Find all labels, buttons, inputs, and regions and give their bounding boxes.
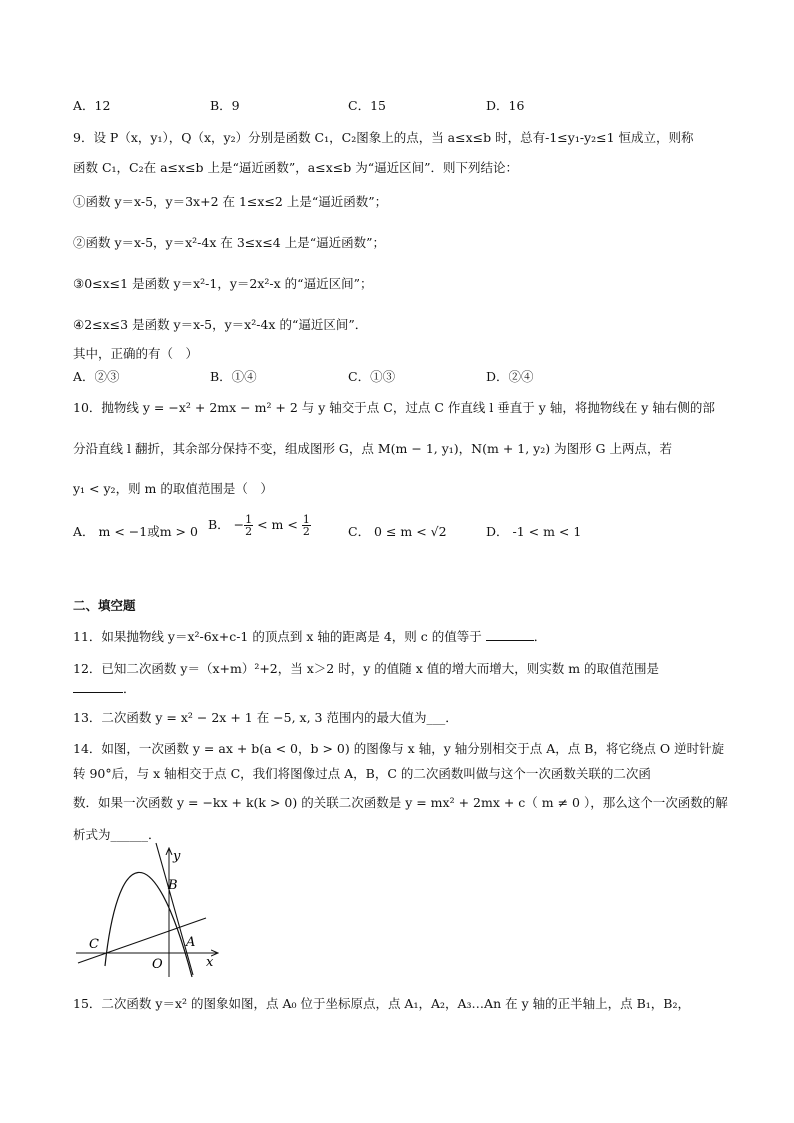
q14-figure <box>72 842 232 982</box>
q9-question: 其中，正确的有（ ） <box>73 346 199 361</box>
q9-option-a: A．②③ <box>73 369 120 384</box>
x-axis-label: x <box>206 955 214 970</box>
q9-stem-line2: 函数 C₁，C₂在 a≤x≤b 上是“逼近函数”，a≤x≤b 为“逼近区间”．则下列结论： <box>73 160 519 175</box>
fraction-denominator: 2 <box>302 525 310 538</box>
fraction <box>244 514 253 537</box>
q11-stem: 11．如果抛物线 y＝x²-6x+c-1 的顶点到 x 轴的距离是 4，则 c 的值等于 <box>73 629 482 644</box>
q14-stem-line3: 数．如果一次函数 y = −kx + k(k > 0) 的关联二次函数是 y = mx² + 2mx + c（ m ≠ 0 ），那么这个一次函数的解 <box>73 795 728 810</box>
q12-stem: 12．已知二次函数 y＝（x+m）²+2，当 x＞2 时，y 的值随 x 值的增大而增大，则实数 m 的取值范围是 <box>73 661 660 676</box>
q9-option-b: B．①④ <box>210 369 257 384</box>
fraction-numerator: 1 <box>245 513 253 526</box>
q8-option-b: B．9 <box>210 98 240 113</box>
q8-option-a: A．12 <box>73 98 111 113</box>
q10-option-d: D． -1 < m < 1 <box>486 524 582 539</box>
q15-stem-line1: 15．二次函数 y＝x² 的图象如图，点 A₀ 位于坐标原点，点 A₁，A₂，A₃…An 在 y 轴的正半轴上，点 B₁，B₂， <box>73 996 690 1011</box>
point-c-label: C <box>89 937 99 952</box>
q9-statement-2: ②函数 y＝x-5，y＝x²-4x 在 3≤x≤4 上是“逼近函数”； <box>73 235 385 250</box>
q9-option-c: C．①③ <box>348 369 396 384</box>
q14-stem-line2: 转 90°后，与 x 轴相交于点 C，我们将图像过点 A，B，C 的二次函数叫做与这个一次函数关联的二次函 <box>73 766 651 781</box>
q9-stem-line1: 9．设 P（x，y₁），Q（x，y₂）分别是函数 C₁，C₂图象上的点，当 a≤x≤b 时，总有-1≤y₁-y₂≤1 恒成立，则称 <box>73 130 694 145</box>
q14-stem-line4: 析式为______． <box>73 827 161 842</box>
answer-blank <box>73 680 123 693</box>
q10-option-c: C． 0 ≤ m < √2 <box>348 524 447 539</box>
q11-end: ． <box>533 629 547 644</box>
q10-option-b <box>208 514 311 537</box>
origin-label: O <box>152 957 163 972</box>
y-axis-label: y <box>173 849 181 864</box>
q11-text <box>73 628 546 646</box>
q9-statement-1: ①函数 y＝x-5，y＝3x+2 在 1≤x≤2 上是“逼近函数”； <box>73 194 388 209</box>
q10-option-b-prefix: B． − <box>208 517 245 532</box>
fraction-numerator: 1 <box>302 513 310 526</box>
q13-text: 13．二次函数 y = x² − 2x + 1 在 −5, x, 3 范围内的最大值为___． <box>73 710 458 725</box>
answer-blank <box>486 628 534 641</box>
fraction-denominator: 2 <box>245 525 253 538</box>
q14-stem-line1: 14．如图，一次函数 y = ax + b(a < 0，b > 0) 的图像与 x 轴，y 轴分别相交于点 A，点 B，将它绕点 O 逆时针旋 <box>73 741 725 756</box>
q10-option-b-middle: < m < <box>253 517 302 532</box>
q8-option-c: C．15 <box>348 98 386 113</box>
q12-answer-line <box>73 680 136 698</box>
q10-stem-line2: 分沿直线 l 翻折，其余部分保持不变，组成图形 G，点 M(m − 1, y₁)，N(m + 1, y₂) 为图形 G 上两点，若 <box>73 441 673 456</box>
q9-option-d: D．②④ <box>486 369 534 384</box>
point-b-label: B <box>168 878 178 893</box>
q10-stem-line3: y₁ < y₂，则 m 的取值范围是（ ） <box>73 481 273 496</box>
fraction <box>302 514 311 537</box>
section-title: 二、填空题 <box>73 598 136 613</box>
q9-statement-4: ④2≤x≤3 是函数 y＝x-5，y＝x²-4x 的“逼近区间”． <box>73 317 368 332</box>
q10-option-a: A． m < −1或m > 0 <box>73 524 198 539</box>
point-a-label: A <box>186 935 196 950</box>
q8-option-d: D．16 <box>486 98 525 113</box>
q10-stem-line1: 10．抛物线 y = −x² + 2mx − m² + 2 与 y 轴交于点 C，过点 C 作直线 l 垂直于 y 轴，将抛物线在 y 轴右侧的部 <box>73 400 715 415</box>
q9-statement-3: ③0≤x≤1 是函数 y＝x²-1，y＝2x²-x 的“逼近区间”； <box>73 276 373 291</box>
q12-end: ． <box>123 681 136 696</box>
